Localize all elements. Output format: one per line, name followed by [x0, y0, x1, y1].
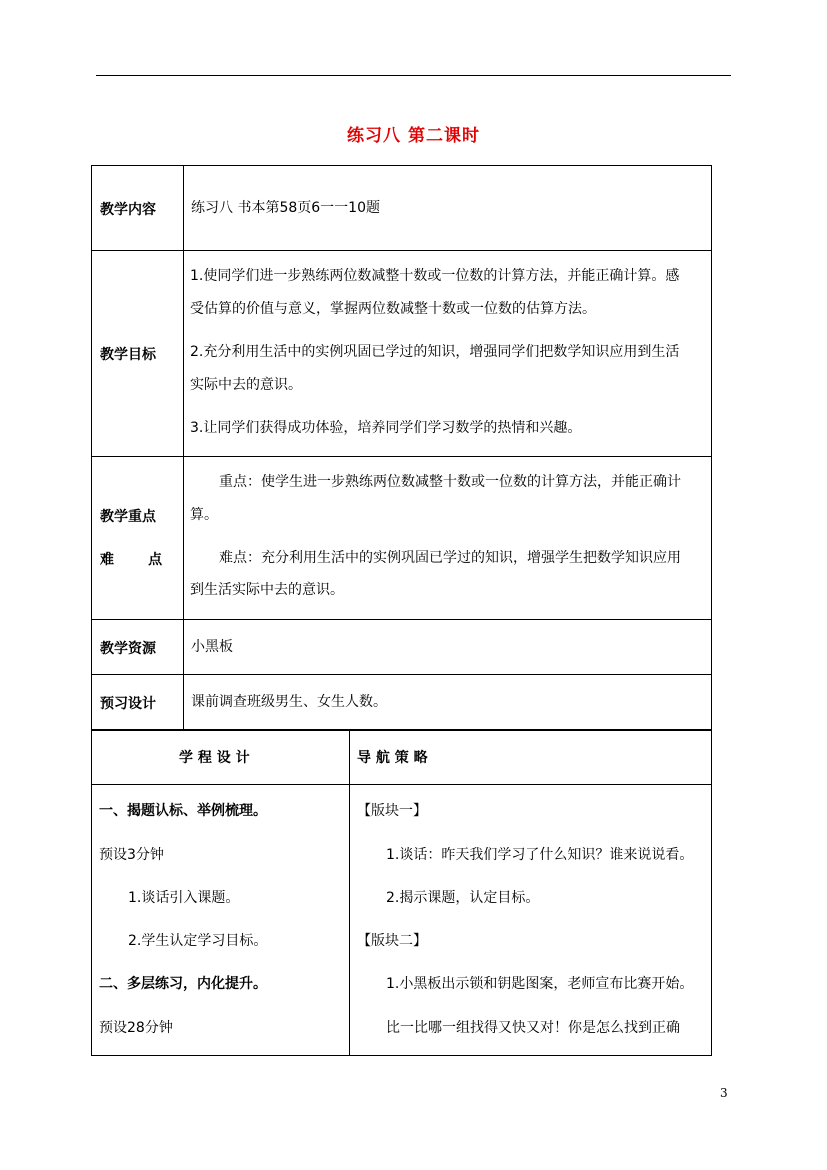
cell-right-body	[349, 784, 712, 1056]
key-point-line: 难点：充分利用生活中的实例巩固已学过的知识，增强学生把数学知识应用	[219, 550, 681, 566]
right-header: 导 航 策 略	[357, 750, 428, 766]
goal-line: 实际中去的意识。	[190, 377, 302, 393]
goal-line: 受估算的价值与意义，掌握两位数减整十数或一位数的估算方法。	[190, 301, 596, 317]
key-label: 教学重点	[100, 509, 156, 525]
page-number: 3	[720, 1086, 728, 1100]
resources-value: 小黑板	[191, 639, 233, 655]
left-line: 1.谈话引入课题。	[128, 890, 240, 906]
right-line: 1.谈话：昨天我们学习了什么知识？谁来说说看。	[386, 847, 694, 863]
right-line: 比一比哪一组找得又快又对！你是怎么找到正确	[386, 1020, 680, 1036]
left-line: 预设28分钟	[99, 1020, 173, 1036]
resources-label: 教学资源	[100, 641, 156, 657]
key-point-line: 算。	[190, 507, 218, 523]
goals-label: 教学目标	[100, 347, 156, 363]
left-header: 学 程 设 计	[179, 750, 250, 766]
page-title: 练习八 第二课时	[347, 126, 480, 146]
goal-line: 1.使同学们进一步熟练两位数减整十数或一位数的计算方法，并能正确计算。感	[190, 268, 680, 284]
preview-value: 课前调查班级男生、女生人数。	[191, 694, 387, 710]
left-line: 一、揭题认标、举例梳理。	[99, 803, 267, 819]
header-rule	[96, 75, 731, 76]
preview-label: 预习设计	[100, 696, 156, 712]
right-line: 2.揭示课题，认定目标。	[386, 890, 540, 906]
difficulty-label: 难 点	[100, 552, 163, 568]
key-point-line: 到生活实际中去的意识。	[190, 582, 344, 598]
key-point-line: 重点：使学生进一步熟练两位数减整十数或一位数的计算方法，并能正确计	[219, 474, 681, 490]
right-line: 1.小黑板出示锁和钥匙图案，老师宣布比赛开始。	[386, 976, 694, 992]
right-line: 【版块二】	[357, 933, 427, 949]
cell-left-body	[91, 784, 350, 1056]
content-label: 教学内容	[100, 202, 156, 218]
left-line: 二、多层练习，内化提升。	[99, 976, 267, 992]
left-line: 预设3分钟	[99, 847, 164, 863]
goal-line: 3.让同学们获得成功体验，培养同学们学习数学的热情和兴趣。	[190, 420, 582, 436]
cell-resources-value	[183, 619, 712, 675]
content-value: 练习八 书本第58页6一一10题	[191, 200, 380, 216]
goal-line: 2.充分利用生活中的实例巩固已学过的知识，增强同学们把数学知识应用到生活	[190, 344, 680, 360]
cell-key-label	[91, 456, 184, 620]
left-line: 2.学生认定学习目标。	[128, 933, 268, 949]
right-line: 【版块一】	[357, 803, 427, 819]
